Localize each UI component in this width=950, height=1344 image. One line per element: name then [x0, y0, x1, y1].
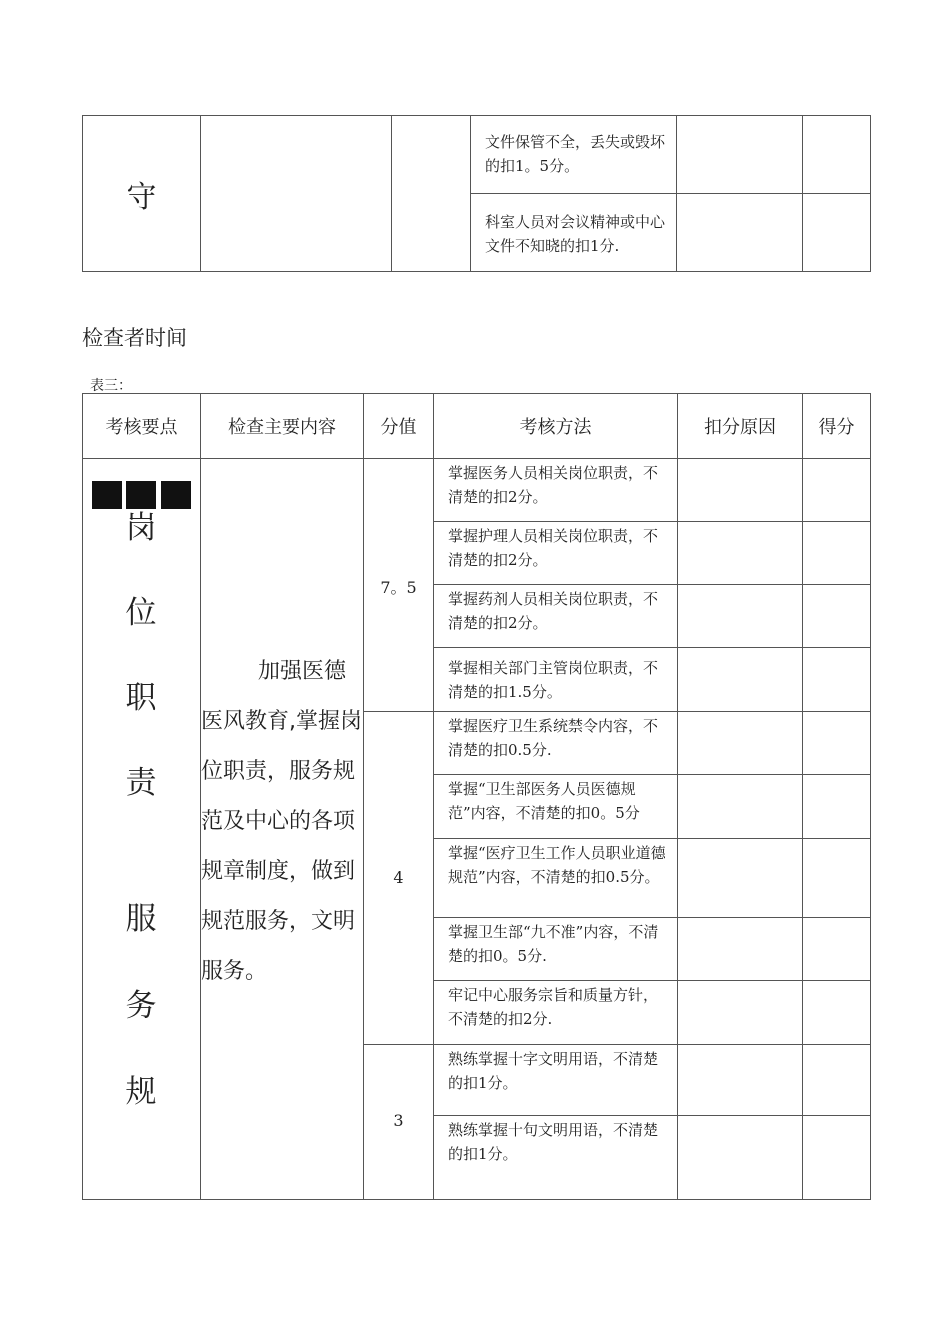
reason-cell — [678, 648, 803, 712]
key-point-char-2: 位 — [125, 595, 157, 631]
top-score-cell — [392, 116, 471, 272]
earned-cell — [803, 981, 871, 1045]
method-2-5: 牢记中心服务宗旨和质量方针，不清楚的扣2分. — [434, 981, 678, 1045]
header-method: 考核方法 — [434, 394, 678, 459]
header-key-point: 考核要点 — [83, 394, 201, 459]
earned-cell — [803, 839, 871, 918]
method-2-3: 掌握“医疗卫生工作人员职业道德规范”内容，不清楚的扣0.5分。 — [434, 839, 678, 918]
key-point-char-1: 岗 — [125, 510, 157, 546]
earned-cell — [803, 459, 871, 522]
header-earned: 得分 — [803, 394, 871, 459]
method-2-2: 掌握“卫生部医务人员医德规范”内容，不清楚的扣0。5分 — [434, 775, 678, 839]
earned-cell — [803, 1045, 871, 1116]
reason-cell — [678, 1045, 803, 1116]
reason-cell — [678, 918, 803, 981]
reason-cell — [678, 775, 803, 839]
top-earned-2 — [803, 194, 871, 272]
reason-cell — [678, 981, 803, 1045]
method-2-1: 掌握医疗卫生系统禁令内容，不清楚的扣0.5分. — [434, 712, 678, 775]
reason-cell — [678, 712, 803, 775]
content-text: 加强医德医风教育,掌握岗位职责，服务规范及中心的各项规章制度，做到规范服务，文明服务。 — [201, 659, 362, 984]
method-3-2: 熟练掌握十句文明用语，不清楚的扣1分。 — [434, 1116, 678, 1200]
earned-cell — [803, 775, 871, 839]
earned-cell — [803, 522, 871, 585]
header-content: 检查主要内容 — [201, 394, 364, 459]
earned-cell — [803, 1116, 871, 1200]
main-table — [82, 393, 871, 1200]
reason-cell — [678, 585, 803, 648]
method-3-1: 熟练掌握十字文明用语，不清楚的扣1分。 — [434, 1045, 678, 1116]
method-1-1: 掌握医务人员相关岗位职责，不清楚的扣2分。 — [434, 459, 678, 522]
top-method-2: 科室人员对会议精神或中心文件不知晓的扣1分. — [471, 194, 677, 272]
earned-cell — [803, 585, 871, 648]
top-key-point: 守 — [83, 116, 201, 272]
earned-cell — [803, 712, 871, 775]
top-reason-1 — [677, 116, 803, 194]
checker-time-line: 检查者时间 — [82, 326, 187, 350]
reason-cell — [678, 839, 803, 918]
reason-cell — [678, 1116, 803, 1200]
earned-cell — [803, 648, 871, 712]
top-earned-1 — [803, 116, 871, 194]
method-2-4: 掌握卫生部“九不准”内容，不清楚的扣0。5分. — [434, 918, 678, 981]
score-group-3: 3 — [364, 1045, 434, 1200]
reason-cell — [678, 459, 803, 522]
method-1-3: 掌握药剂人员相关岗位职责，不清楚的扣2分。 — [434, 585, 678, 648]
top-method-1: 文件保管不全，丢失或毁坏的扣1。5分。 — [471, 116, 677, 194]
key-point-char-5: 服 — [125, 901, 157, 937]
redaction-block-2 — [126, 481, 156, 509]
reason-cell — [678, 522, 803, 585]
earned-cell — [803, 918, 871, 981]
key-point-char-7: 规 — [125, 1074, 157, 1110]
redaction-block-1 — [92, 481, 122, 509]
redaction-block-3 — [161, 481, 191, 509]
top-reason-2 — [677, 194, 803, 272]
top-content-cell — [201, 116, 392, 272]
header-score: 分值 — [364, 394, 434, 459]
content-cell — [201, 459, 364, 1200]
key-point-char-4: 责 — [125, 765, 157, 801]
key-point-char-3: 职 — [125, 680, 157, 716]
score-group-1: 7。5 — [364, 459, 434, 712]
method-1-2: 掌握护理人员相关岗位职责，不清楚的扣2分。 — [434, 522, 678, 585]
top-table — [82, 115, 871, 272]
method-1-4: 掌握相关部门主管岗位职责，不清楚的扣1.5分。 — [434, 648, 678, 712]
table-label: 表三： — [90, 378, 132, 394]
key-point-char-6: 务 — [125, 988, 157, 1024]
score-group-2: 4 — [364, 712, 434, 1045]
header-reason: 扣分原因 — [678, 394, 803, 459]
